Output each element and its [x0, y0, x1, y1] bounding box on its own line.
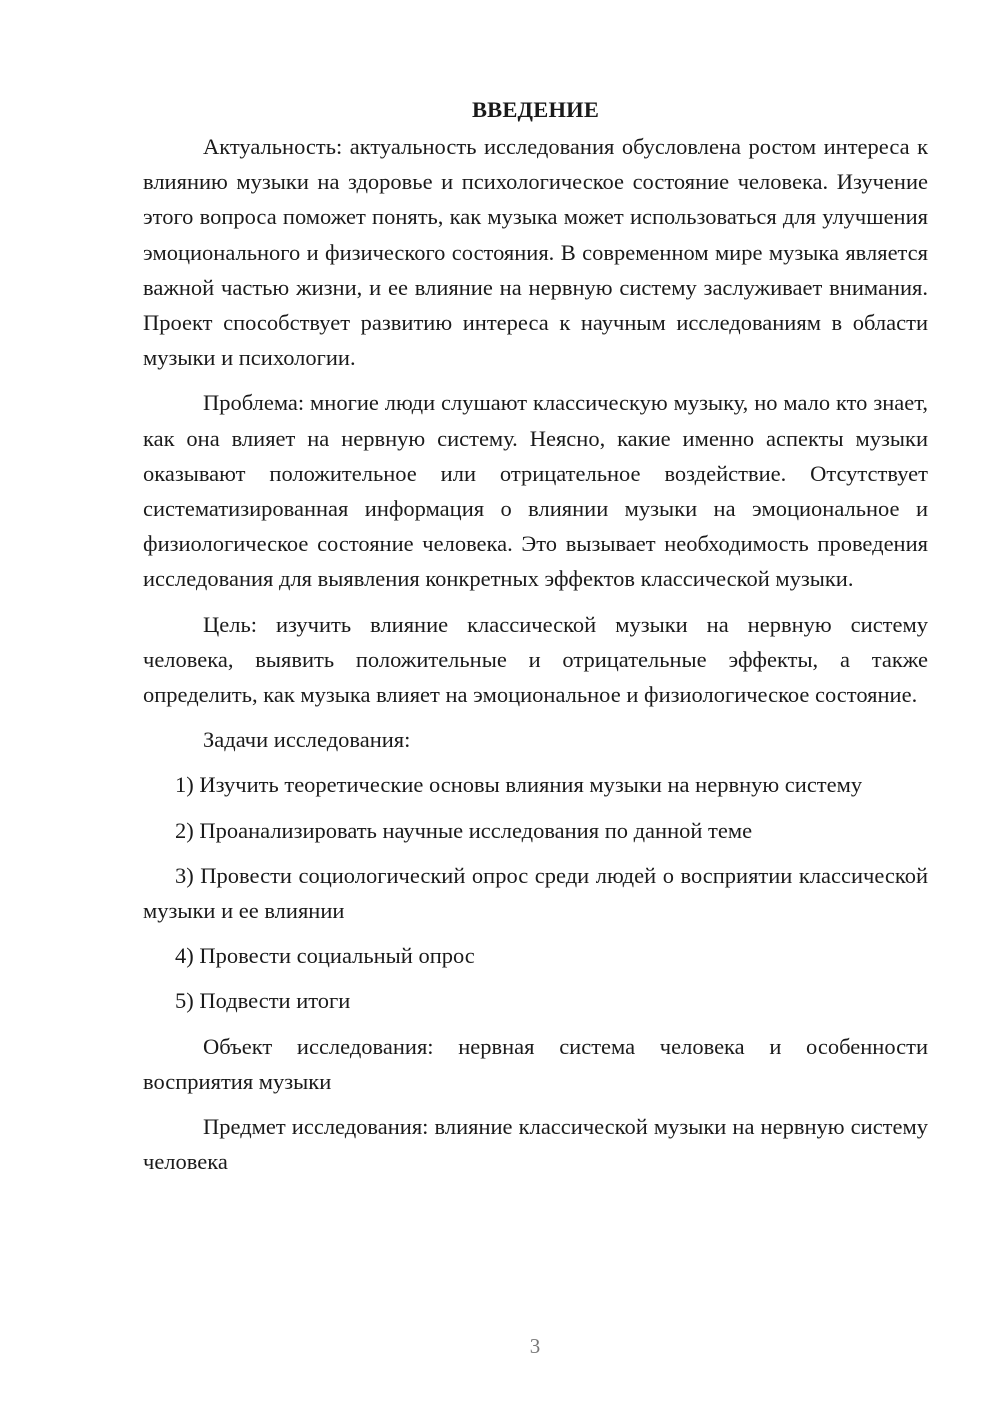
task-item: 3) Провести социологический опрос среди людей о восприятии классической музыки и ее влиянии: [143, 862, 928, 924]
goal-paragraph: Цель: изучить влияние классической музыки на нервную систему человека, выявить положительные и отрицательные эффекты, а также определить, как музыка влияет на эмоциональное и физиологическое состояние.: [143, 611, 928, 708]
object-paragraph: Объект исследования: нервная система человека и особенности восприятия музыки: [143, 1033, 928, 1094]
task-item: 2) Проанализировать научные исследования по данной теме: [175, 817, 753, 843]
task-item: 4) Провести социальный опрос: [175, 943, 475, 969]
tasks-heading: Задачи исследования:: [203, 727, 411, 753]
subject-paragraph: Предмет исследования: влияние классической музыки на нервную систему человека: [143, 1114, 928, 1175]
page-number: 3: [529, 1334, 541, 1358]
relevance-paragraph: Актуальность: актуальность исследования обусловлена ростом интереса к влиянию музыки на здоровье и психологическое состояние человека. Изучение этого вопроса поможет понять, как музыка может использоваться для улучшения эмоционального и физического состояния. В современном мире музыка является важной частью жизни, и ее влияние на нервную систему заслуживает внимания. Проект способствует развитию интереса к научным исследованиям в области музыки и психологии.: [143, 134, 928, 371]
document-page: [143, 92, 928, 1189]
task-item: 1) Изучить теоретические основы влияния музыки на нервную систему: [175, 772, 863, 798]
task-item: 5) Подвести итоги: [175, 988, 351, 1014]
problem-paragraph: Проблема: многие люди слушают классическую музыку, но мало кто знает, как она влияет на нервную систему. Неясно, какие именно аспекты музыки оказывают положительное или отрицательное воздействие. Отсутствует систематизированная информация о влиянии музыки на эмоциональное и физиологическое состояние человека. Это вызывает необходимость проведения исследования для выявления конкретных эффектов классической музыки.: [143, 390, 928, 592]
section-title: ВВЕДЕНИЕ: [471, 97, 600, 122]
